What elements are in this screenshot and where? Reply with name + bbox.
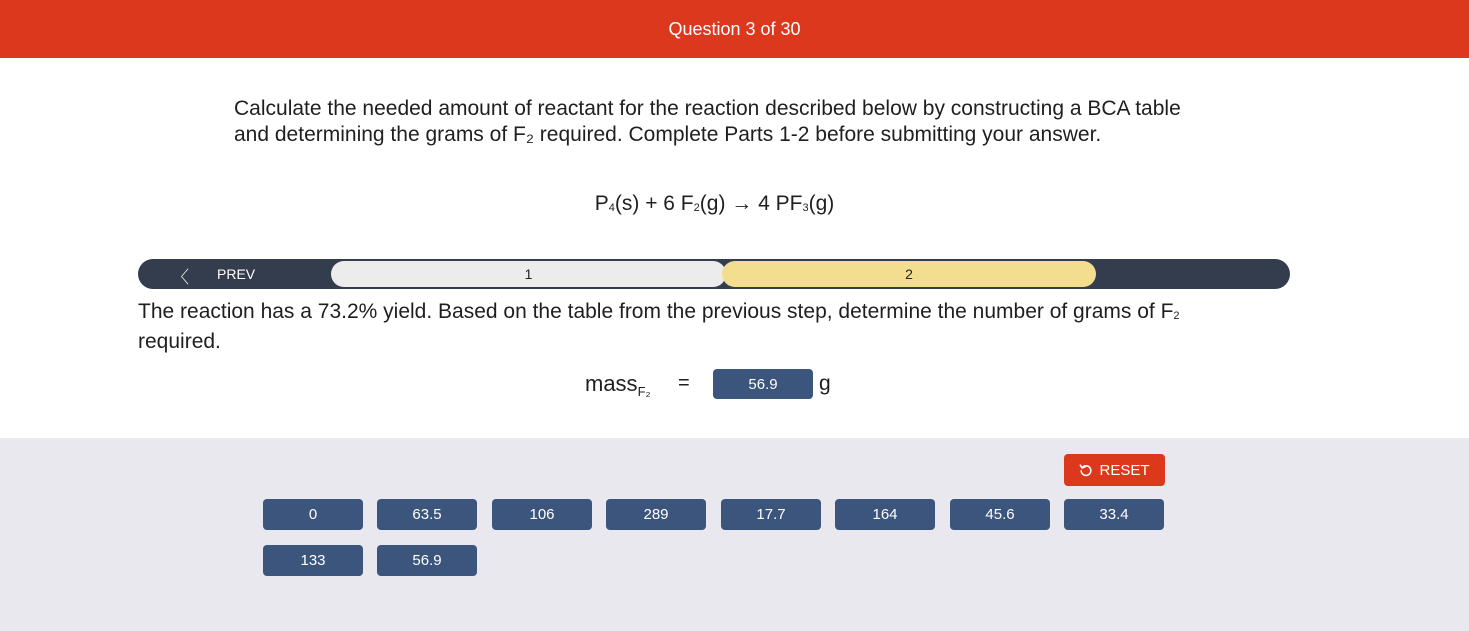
reset-label: RESET bbox=[1099, 461, 1150, 479]
chevron-left-icon: 〈 bbox=[172, 268, 189, 287]
mass-label-sub: F₂ bbox=[637, 384, 651, 399]
answer-tile[interactable]: 0 bbox=[263, 499, 363, 530]
answer-tile[interactable]: 33.4 bbox=[1064, 499, 1164, 530]
answer-tile[interactable]: 106 bbox=[492, 499, 592, 530]
question-text: The reaction has a 73.2% yield. Based on the table from the previous step, determine the number of grams of F bbox=[138, 300, 1174, 323]
eq-product-state: (g) bbox=[808, 192, 835, 215]
step-tab-2[interactable] bbox=[722, 261, 1096, 287]
unit-label: g bbox=[819, 372, 831, 395]
eq-reactant1-sub: 4 bbox=[608, 202, 615, 214]
step-question bbox=[138, 299, 1298, 355]
eq-reactant1-state: (s) bbox=[614, 192, 640, 215]
question-text-end: required. bbox=[138, 330, 221, 353]
question-sub: 2 bbox=[1173, 310, 1180, 322]
answer-tile[interactable]: 17.7 bbox=[721, 499, 821, 530]
prev-button[interactable] bbox=[138, 259, 338, 289]
eq-reactant2-state: (g) bbox=[699, 192, 726, 215]
step-tab-1[interactable] bbox=[331, 261, 726, 287]
eq-product-sub: 3 bbox=[802, 202, 809, 214]
reset-button[interactable] bbox=[1064, 454, 1165, 486]
answer-tile[interactable]: 56.9 bbox=[377, 545, 477, 576]
eq-reactant1: P bbox=[594, 192, 609, 215]
problem-prompt: Calculate the needed amount of reactant for the reaction described below by constructing a BCA table and determining the grams of F₂ required. Complete Parts 1-2 before submitting your answer. bbox=[234, 97, 1181, 146]
answer-tile[interactable]: 45.6 bbox=[950, 499, 1050, 530]
answer-tile-tray bbox=[0, 438, 1469, 631]
eq-reactant2-sub: 2 bbox=[693, 202, 700, 214]
answer-tile[interactable]: 133 bbox=[263, 545, 363, 576]
mass-label bbox=[585, 371, 651, 399]
header-bar bbox=[0, 0, 1469, 58]
answer-tile[interactable]: 289 bbox=[606, 499, 706, 530]
eq-arrow: → 4 PF bbox=[725, 192, 803, 215]
answer-tile[interactable]: 63.5 bbox=[377, 499, 477, 530]
undo-icon bbox=[1079, 463, 1093, 477]
prev-label: PREV bbox=[217, 266, 256, 282]
mass-label-text: mass bbox=[585, 371, 638, 396]
answer-drop-slot[interactable]: 56.9 bbox=[713, 369, 813, 399]
chemical-equation bbox=[0, 192, 1429, 216]
answer-tile[interactable]: 164 bbox=[835, 499, 935, 530]
question-counter: Question 3 of 30 bbox=[668, 18, 801, 39]
equals-sign: = bbox=[678, 372, 690, 394]
step-tab-1-label: 1 bbox=[524, 266, 533, 282]
eq-plus: + 6 F bbox=[639, 192, 694, 215]
step-navigation-bar bbox=[138, 259, 1290, 289]
step-tab-2-label: 2 bbox=[905, 266, 913, 282]
